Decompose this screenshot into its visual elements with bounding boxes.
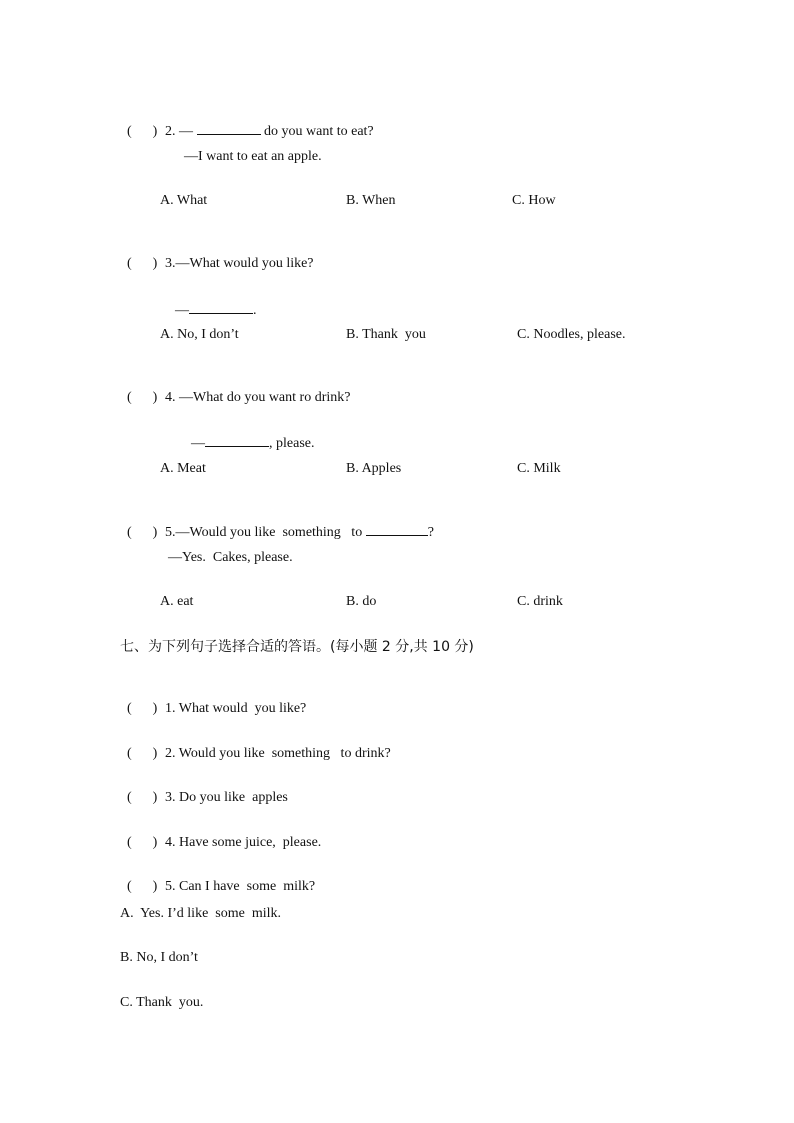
matching-question-text: 1. What would you like? bbox=[165, 701, 307, 716]
matching-question-1 bbox=[120, 682, 306, 718]
matching-question-text: 4. Have some juice, please. bbox=[165, 835, 322, 850]
answer-paren: ( ) bbox=[127, 746, 158, 761]
answer-blank bbox=[366, 522, 428, 536]
question-prompt: —What do you want ro drink? bbox=[179, 390, 351, 405]
answer-paren: ( ) bbox=[127, 390, 158, 405]
matching-question-2 bbox=[120, 727, 391, 763]
question-5 bbox=[120, 504, 434, 542]
answer-blank bbox=[189, 300, 253, 314]
matching-question-4 bbox=[120, 816, 321, 852]
option-b: B. Apples bbox=[346, 461, 402, 476]
matching-question-5 bbox=[120, 860, 315, 896]
question-3-response bbox=[168, 282, 257, 320]
option-c: C. Noodles, please. bbox=[517, 327, 626, 342]
question-3 bbox=[120, 237, 314, 273]
question-number: 4. bbox=[165, 390, 176, 405]
option-a: A. Meat bbox=[160, 461, 206, 476]
section-7-heading: 七、为下列句子选择合适的答语。(每小题 2 分,共 10 分) bbox=[120, 639, 474, 655]
question-4-response bbox=[184, 415, 314, 453]
matching-question-text: 5. Can I have some milk? bbox=[165, 879, 316, 894]
option-c: C. drink bbox=[517, 594, 563, 609]
matching-question-3 bbox=[120, 771, 288, 807]
option-b: B. Thank you bbox=[346, 327, 426, 342]
response-end: . bbox=[253, 303, 257, 318]
answer-paren: ( ) bbox=[127, 879, 158, 894]
matching-answer-c: C. Thank you. bbox=[120, 995, 204, 1010]
matching-question-text: 3. Do you like apples bbox=[165, 790, 288, 805]
question-prompt: —Would you like something to bbox=[175, 525, 363, 540]
answer-paren: ( ) bbox=[127, 835, 158, 850]
answer-paren: ( ) bbox=[127, 525, 158, 540]
question-number: 2. bbox=[165, 124, 176, 139]
option-b: B. do bbox=[346, 594, 377, 609]
matching-answer-b: B. No, I don’t bbox=[120, 950, 198, 965]
question-2 bbox=[120, 103, 374, 141]
question-number: 5. bbox=[165, 525, 176, 540]
question-5-response: —Yes. Cakes, please. bbox=[168, 550, 293, 565]
option-a: A. eat bbox=[160, 594, 194, 609]
question-prompt: —What would you like? bbox=[175, 256, 314, 271]
dash: — bbox=[179, 124, 193, 139]
question-end: ? bbox=[427, 525, 434, 540]
answer-blank bbox=[205, 433, 269, 447]
response-end: , please. bbox=[269, 436, 315, 451]
matching-answer-a: A. Yes. I’d like some milk. bbox=[120, 906, 281, 921]
dash: — bbox=[175, 303, 189, 318]
option-a: A. No, I don’t bbox=[160, 327, 239, 342]
matching-question-text: 2. Would you like something to drink? bbox=[165, 746, 391, 761]
question-number: 3. bbox=[165, 256, 176, 271]
answer-blank bbox=[197, 121, 261, 135]
answer-paren: ( ) bbox=[127, 256, 158, 271]
option-b: B. When bbox=[346, 193, 396, 208]
question-prompt: do you want to eat? bbox=[264, 124, 374, 139]
question-4 bbox=[120, 371, 350, 407]
answer-paren: ( ) bbox=[127, 790, 158, 805]
option-c: C. How bbox=[512, 193, 556, 208]
answer-paren: ( ) bbox=[127, 124, 158, 139]
option-c: C. Milk bbox=[517, 461, 561, 476]
answer-paren: ( ) bbox=[127, 701, 158, 716]
option-a: A. What bbox=[160, 193, 208, 208]
dash: — bbox=[191, 436, 205, 451]
question-2-response: —I want to eat an apple. bbox=[184, 149, 322, 164]
